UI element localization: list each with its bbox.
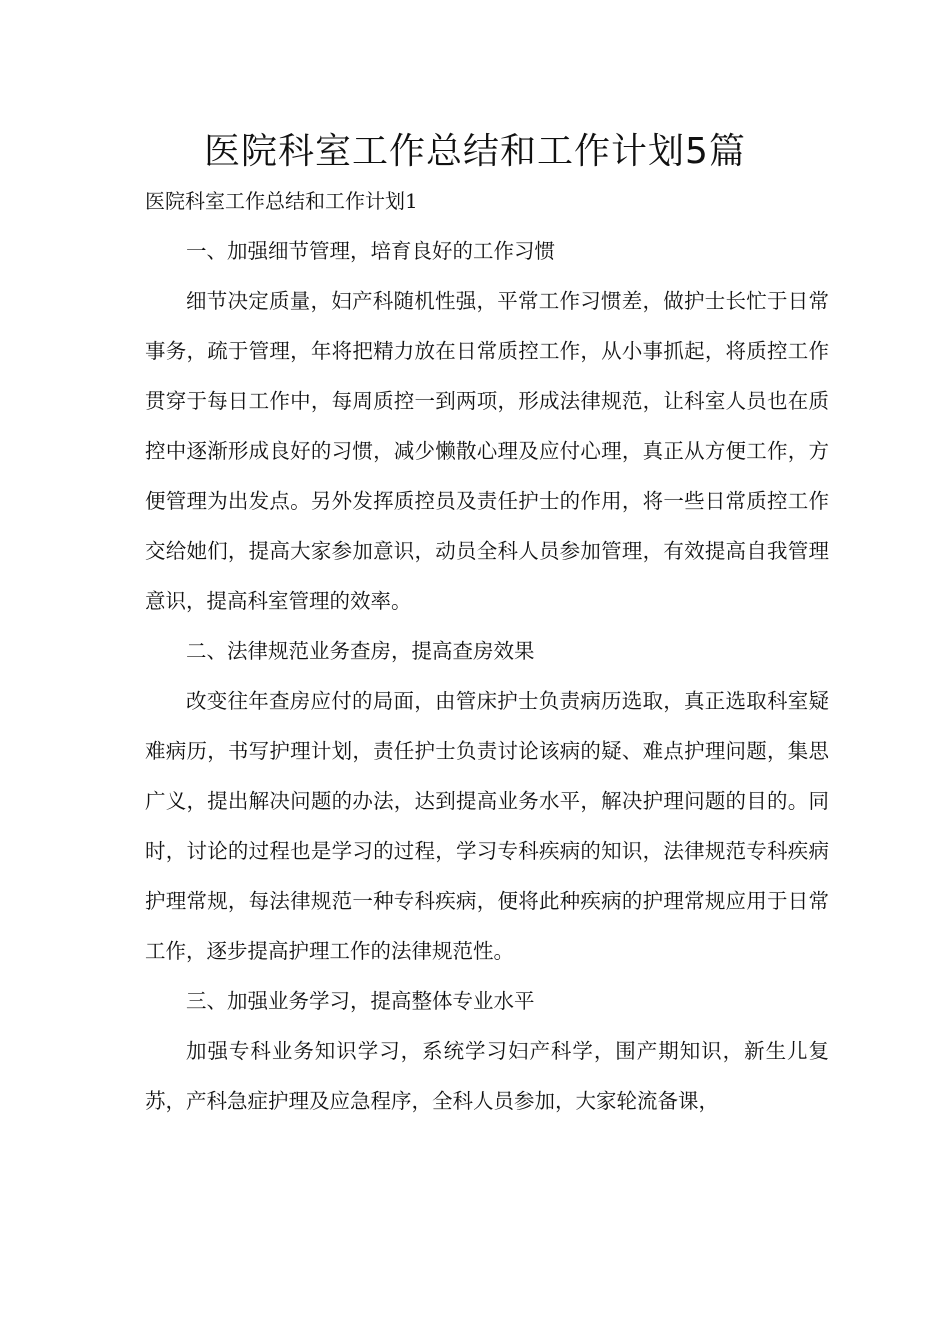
paragraph-2: 改变往年查房应付的局面，由管床护士负责病历选取，真正选取科室疑难病历，书写护理计划，责任护士负责讨论该病的疑、难点护理问题，集思广义，提出解决问题的办法，达到提高业务水平，解决护理问题的目的。同时，讨论的过程也是学习的过程，学习专科疾病的知识，法律规范专科疾病护理常规，每法律规范一种专科疾病，便将此种疾病的护理常规应用于日常工作，逐步提高护理工作的法律规范性。 [145, 689, 829, 963]
section-heading-2: 二、法律规范业务查房，提高查房效果 [186, 639, 535, 663]
document-subtitle: 医院科室工作总结和工作计划1 [145, 189, 418, 213]
document-title: 医院科室工作总结和工作计划5篇 [204, 131, 746, 172]
paragraph-3: 加强专科业务知识学习，系统学习妇产科学，围产期知识，新生儿复苏，产科急症护理及应急程序，全科人员参加，大家轮流备课， [145, 1039, 829, 1113]
section-heading-1: 一、加强细节管理，培育良好的工作习惯 [186, 239, 555, 263]
document-body [145, 226, 829, 1126]
paragraph-1: 细节决定质量，妇产科随机性强，平常工作习惯差，做护士长忙于日常事务，疏于管理，年将把精力放在日常质控工作，从小事抓起，将质控工作贯穿于每日工作中，每周质控一到两项，形成法律规范，让科室人员也在质控中逐渐形成良好的习惯，减少懒散心理及应付心理，真正从方便工作，方便管理为出发点。另外发挥质控员及责任护士的作用，将一些日常质控工作交给她们，提高大家参加意识，动员全科人员参加管理，有效提高自我管理意识，提高科室管理的效率。 [145, 289, 829, 613]
section-heading-3: 三、加强业务学习，提高整体专业水平 [186, 989, 535, 1013]
